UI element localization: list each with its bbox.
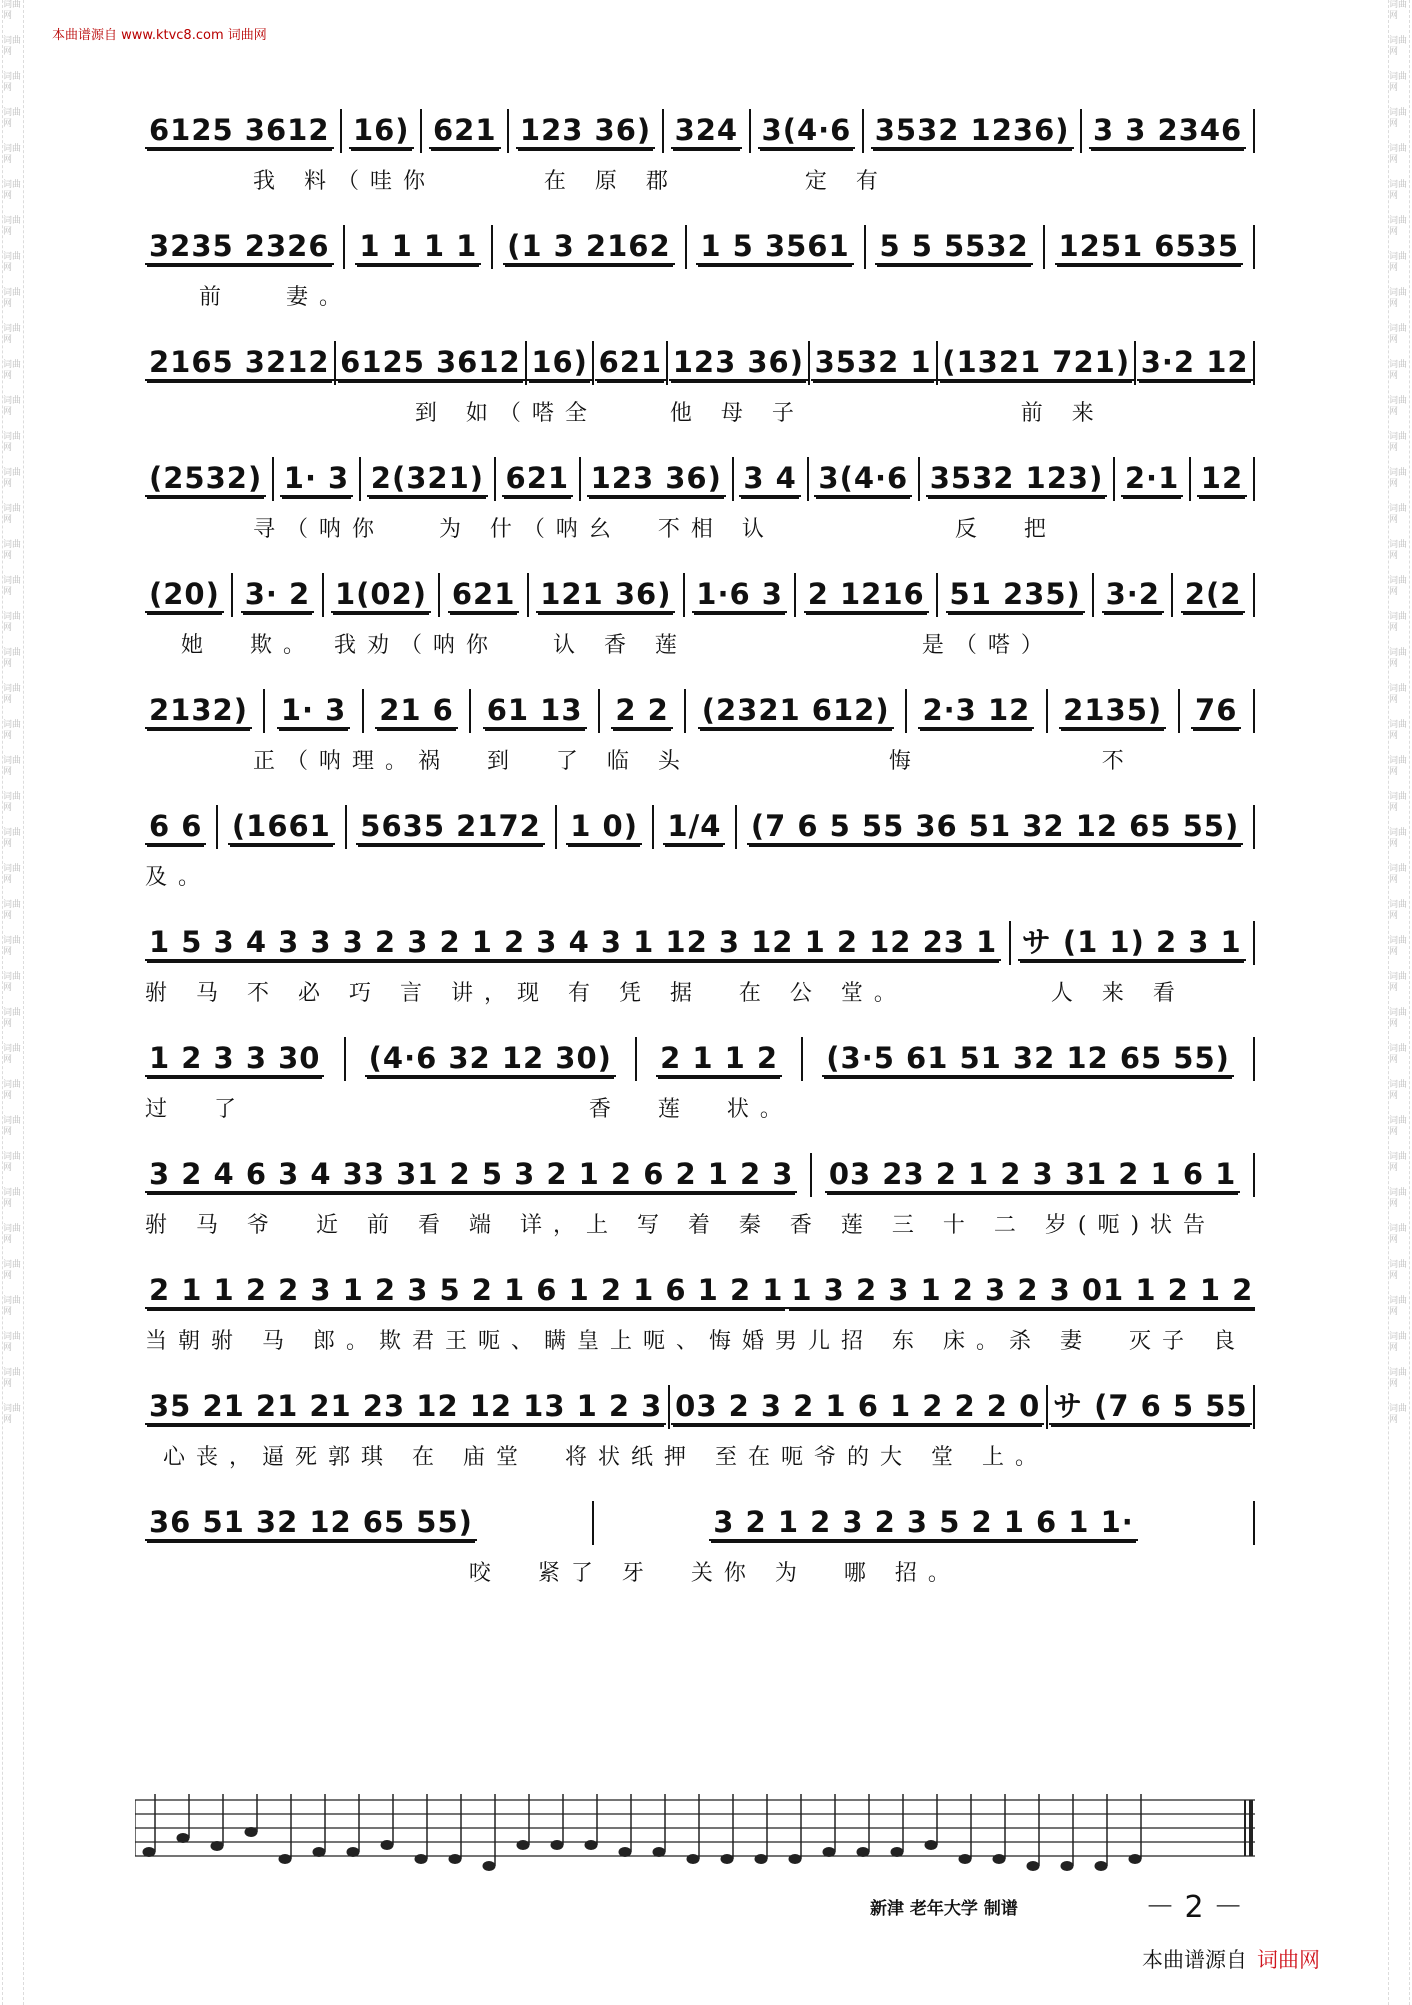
- bar-line: [507, 109, 509, 153]
- watermark-text: 词曲网: [1389, 180, 1408, 201]
- watermark-text: 词曲网: [3, 1044, 22, 1065]
- watermark-text: 词曲网: [3, 180, 22, 201]
- measure: 1 3 2 3 1 2 3 2 3 01 1 2 1 2: [787, 1273, 1255, 1309]
- watermark-text: 词曲网: [3, 720, 22, 741]
- measure: 1· 3: [280, 461, 353, 497]
- watermark-text: 词曲网: [3, 1296, 22, 1317]
- watermark-text: 词曲网: [1389, 1044, 1408, 1065]
- note-head: [687, 1855, 699, 1864]
- watermark-text: 词曲网: [3, 612, 22, 633]
- bar-line: [231, 573, 233, 617]
- watermark-text: 词曲网: [1389, 432, 1408, 453]
- notation-row: [145, 1144, 1255, 1206]
- measure: 21 6: [375, 693, 458, 729]
- bar-line: [862, 109, 864, 153]
- bar-line: [905, 689, 907, 733]
- watermark-text: 词曲网: [3, 1368, 22, 1389]
- bar-line: [1253, 341, 1255, 385]
- measure: 2(321): [367, 461, 488, 497]
- measure: 51 235): [946, 577, 1085, 613]
- bar-line: [801, 1037, 803, 1081]
- bar-line: [1171, 573, 1173, 617]
- bar-line: [794, 573, 796, 617]
- bar-line: [272, 457, 274, 501]
- watermark-text: 词曲网: [1389, 1368, 1408, 1389]
- measure: 3·2 12: [1137, 345, 1253, 381]
- bar-line: [1009, 921, 1011, 965]
- watermark-text: 词曲网: [3, 1116, 22, 1137]
- watermark-text: 词曲网: [3, 216, 22, 237]
- bar-line: [1080, 109, 1082, 153]
- bar-line: [1046, 1385, 1048, 1429]
- watermark-text: 词曲网: [1389, 612, 1408, 633]
- watermark-text: 词曲网: [3, 792, 22, 813]
- measure: (2532): [145, 461, 266, 497]
- watermark-text: 词曲网: [3, 828, 22, 849]
- measure: 3532 1: [811, 345, 936, 381]
- bar-line: [491, 225, 493, 269]
- lyric-row: 咬 紧了 牙 关你 为 哪 招。: [145, 1561, 961, 1586]
- bar-line: [735, 805, 737, 849]
- watermark-text: 词曲网: [1389, 1188, 1408, 1209]
- note-head: [857, 1848, 869, 1857]
- measure: 324: [671, 113, 743, 149]
- watermark-text: 词曲网: [3, 288, 22, 309]
- page-number: － 2 －: [1145, 1890, 1244, 1925]
- bar-line: [527, 573, 529, 617]
- lyric-row: 我 料（哇你 在 原 郡 定 有: [145, 169, 889, 194]
- note-head: [313, 1848, 325, 1857]
- bar-line: [668, 1385, 670, 1429]
- notation-row: [145, 912, 1255, 974]
- lyric-row: 驸 马 爷 近 前 看 端 详，上 写 着 秦 香 莲 三 十 二 岁(呃)状告: [145, 1213, 1217, 1238]
- bar-line: [344, 1037, 346, 1081]
- note-head: [347, 1848, 359, 1857]
- bar-line: [749, 109, 751, 153]
- measure: 2132): [145, 693, 252, 729]
- note-head: [449, 1855, 461, 1864]
- bar-line: [732, 457, 734, 501]
- measure: 1 1 1 1: [355, 229, 481, 265]
- watermark-text: 词曲网: [1389, 216, 1408, 237]
- notation-row: [145, 1492, 1255, 1554]
- lyric-row: 前 妻。: [145, 285, 352, 310]
- watermark-text: 词曲网: [3, 972, 22, 993]
- watermark-text: 词曲网: [3, 108, 22, 129]
- lyric-row: 到 如（嗒全 他 母 子 前 来: [145, 401, 1105, 426]
- watermark-text: 词曲网: [3, 1332, 22, 1353]
- staff-notation: [135, 1788, 1255, 1888]
- measure: 3(4·6: [814, 461, 912, 497]
- measure: 3·2: [1102, 577, 1164, 613]
- measure: 621: [595, 345, 667, 381]
- notation-row: [145, 680, 1255, 742]
- note-head: [1095, 1862, 1107, 1871]
- watermark-text: 词曲网: [1389, 576, 1408, 597]
- measure: 1 2 3 3 30: [145, 1041, 324, 1077]
- source-note-site: 词曲网: [1257, 1948, 1320, 1972]
- note-head: [143, 1848, 155, 1857]
- watermark-text: 词曲网: [1389, 108, 1408, 129]
- bar-line: [469, 689, 471, 733]
- watermark-text: 词曲网: [3, 756, 22, 777]
- watermark-text: 词曲网: [1389, 1116, 1408, 1137]
- measure: 123 36): [587, 461, 726, 497]
- source-note-prefix: 本曲谱源自: [1142, 1948, 1247, 1972]
- bar-line: [438, 573, 440, 617]
- measure: 3 2 4 6 3 4 33 31 2 5 3 2 1 2 6 2 1 2 3: [145, 1157, 797, 1193]
- measure: 12: [1197, 461, 1247, 497]
- watermark-text: 词曲网: [3, 648, 22, 669]
- measure: 621: [429, 113, 501, 149]
- measure: 2 2: [611, 693, 672, 729]
- note-head: [211, 1842, 223, 1851]
- bar-line: [1253, 1501, 1255, 1545]
- note-head: [721, 1855, 733, 1864]
- measure: 2·1: [1121, 461, 1183, 497]
- watermark-text: 词曲网: [1389, 1296, 1408, 1317]
- bar-line: [598, 689, 600, 733]
- lyric-row: 寻（呐你 为 什（呐幺 不相 认 反 把: [145, 517, 1057, 542]
- measure: (3·5 61 51 32 12 65 55): [822, 1041, 1234, 1077]
- bar-line: [216, 805, 218, 849]
- source-note: [1142, 1944, 1320, 1974]
- bar-line: [1253, 573, 1255, 617]
- note-head: [245, 1828, 257, 1837]
- watermark-text: 词曲网: [1389, 72, 1408, 93]
- measure: 3· 2: [241, 577, 314, 613]
- left-watermark-strip: [2, 0, 24, 2005]
- watermark-text: 词曲网: [3, 1152, 22, 1173]
- measure: 2 1 1 2: [656, 1041, 782, 1077]
- measure: 1 5 3 4 3 3 3 2 3 2 1 2 3 4 3 1 12 3 12 1 2 12 23 1: [145, 925, 1001, 961]
- note-head: [823, 1848, 835, 1857]
- measure: 5 5 5532: [875, 229, 1032, 265]
- notation-row: [145, 564, 1255, 626]
- bar-line: [420, 109, 422, 153]
- bar-line: [362, 689, 364, 733]
- measure: 2 1216: [804, 577, 929, 613]
- notation-row: [145, 1028, 1255, 1090]
- watermark-text: 词曲网: [3, 1080, 22, 1101]
- bar-line: [494, 457, 496, 501]
- measure: (1321 721): [938, 345, 1134, 381]
- notation-row: [145, 1376, 1255, 1438]
- measure: 3532 1236): [871, 113, 1074, 149]
- bar-line: [359, 457, 361, 501]
- bar-line: [635, 1037, 637, 1081]
- watermark-text: 词曲网: [1389, 288, 1408, 309]
- bar-line: [1113, 457, 1115, 501]
- bar-line: [936, 573, 938, 617]
- watermark-text: 词曲网: [3, 1260, 22, 1281]
- measure: 121 36): [536, 577, 675, 613]
- watermark-text: 词曲网: [1389, 504, 1408, 525]
- measure: 3532 123): [926, 461, 1108, 497]
- measure: 1/4: [663, 809, 725, 845]
- watermark-text: 词曲网: [3, 252, 22, 273]
- right-watermark-strip: [1388, 0, 1410, 2005]
- measure: 2(2: [1181, 577, 1246, 613]
- measure: 3(4·6: [758, 113, 856, 149]
- watermark-text: 词曲网: [1389, 1404, 1408, 1425]
- notation-row: [145, 216, 1255, 278]
- measure: 1·6 3: [692, 577, 787, 613]
- watermark-text: 词曲网: [3, 144, 22, 165]
- watermark-text: 词曲网: [3, 936, 22, 957]
- lyric-row: 正（呐理。祸 到 了 临 头 悔 不: [145, 749, 1135, 774]
- watermark-text: 词曲网: [3, 684, 22, 705]
- bar-line: [1189, 457, 1191, 501]
- watermark-text: 词曲网: [1389, 0, 1408, 21]
- bar-line: [685, 225, 687, 269]
- bar-line: [345, 805, 347, 849]
- bar-line: [810, 1153, 812, 1197]
- notation-row: [145, 796, 1255, 858]
- watermark-text: 词曲网: [3, 1224, 22, 1245]
- bar-line: [1092, 573, 1094, 617]
- note-head: [1129, 1855, 1141, 1864]
- watermark-text: 词曲网: [1389, 1260, 1408, 1281]
- measure: (4·6 32 12 30): [365, 1041, 616, 1077]
- watermark-text: 词曲网: [3, 36, 22, 57]
- watermark-text: 词曲网: [1389, 144, 1408, 165]
- bar-line: [807, 457, 809, 501]
- watermark-text: 词曲网: [3, 432, 22, 453]
- measure: 621: [448, 577, 520, 613]
- measure: (1661: [228, 809, 335, 845]
- watermark-text: 词曲网: [3, 468, 22, 489]
- watermark-text: 词曲网: [1389, 360, 1408, 381]
- watermark-text: 词曲网: [1389, 972, 1408, 993]
- watermark-text: 词曲网: [1389, 1080, 1408, 1101]
- measure: サ (7 6 5 55: [1049, 1389, 1252, 1425]
- footer-credit: 新津 老年大学 制谱: [870, 1899, 1018, 1919]
- measure: 1251 6535: [1055, 229, 1244, 265]
- measure: 123 36): [669, 345, 808, 381]
- watermark-text: 词曲网: [1389, 324, 1408, 345]
- measure: サ (1 1) 2 3 1: [1018, 925, 1246, 961]
- measure: 3235 2326: [145, 229, 334, 265]
- watermark-text: 词曲网: [1389, 468, 1408, 489]
- bar-line: [1043, 225, 1045, 269]
- note-head: [483, 1862, 495, 1871]
- watermark-text: 词曲网: [1389, 36, 1408, 57]
- measure: 1 5 3561: [696, 229, 853, 265]
- measure: 1· 3: [277, 693, 350, 729]
- watermark-text: 词曲网: [1389, 1152, 1408, 1173]
- lyric-row: 驸 马 不 必 巧 言 讲，现 有 凭 据 在 公 堂。 人 来 看: [145, 981, 1186, 1006]
- measure: 1 0): [566, 809, 642, 845]
- watermark-text: 词曲网: [1389, 720, 1408, 741]
- watermark-text: 词曲网: [1389, 792, 1408, 813]
- measure: (7 6 5 55 36 51 32 12 65 55): [747, 809, 1243, 845]
- bar-line: [579, 457, 581, 501]
- watermark-text: 词曲网: [3, 504, 22, 525]
- measure: 123 36): [516, 113, 655, 149]
- bar-line: [555, 805, 557, 849]
- bar-line: [1253, 1153, 1255, 1197]
- bar-line: [683, 573, 685, 617]
- watermark-text: 词曲网: [1389, 1332, 1408, 1353]
- note-head: [381, 1841, 393, 1850]
- note-head: [891, 1848, 903, 1857]
- watermark-text: 词曲网: [3, 396, 22, 417]
- watermark-text: 词曲网: [3, 324, 22, 345]
- note-head: [1027, 1862, 1039, 1871]
- bar-line: [1253, 689, 1255, 733]
- measure: 5635 2172: [356, 809, 545, 845]
- note-head: [415, 1855, 427, 1864]
- measure: 2165 3212: [145, 345, 334, 381]
- bar-line: [1253, 805, 1255, 849]
- lyric-row: 及。: [145, 865, 212, 890]
- measure: 3 4: [739, 461, 800, 497]
- lyric-row: 心丧，逼死郭琪 在 庙堂 将状纸押 至在呃爷的大 堂 上。: [145, 1445, 1048, 1470]
- watermark-text: 词曲网: [1389, 540, 1408, 561]
- measure: 35 21 21 21 23 12 12 13 1 2 3: [145, 1389, 666, 1425]
- bar-line: [1178, 689, 1180, 733]
- lyric-row: 她 欺。 我劝（呐你 认 香 莲 是（嗒）: [145, 633, 1054, 658]
- watermark-text: 词曲网: [3, 1404, 22, 1425]
- note-head: [585, 1841, 597, 1850]
- note-head: [653, 1848, 665, 1857]
- watermark-text: 词曲网: [3, 360, 22, 381]
- watermark-text: 词曲网: [3, 1188, 22, 1209]
- bar-line: [1253, 457, 1255, 501]
- measure: 6125 3612: [336, 345, 525, 381]
- measure: 3 3 2346: [1089, 113, 1246, 149]
- bar-line: [1253, 1385, 1255, 1429]
- watermark-text: 词曲网: [3, 1008, 22, 1029]
- bar-line: [340, 109, 342, 153]
- notation-row: [145, 332, 1255, 394]
- watermark-text: 词曲网: [1389, 756, 1408, 777]
- watermark-text: 词曲网: [3, 864, 22, 885]
- bar-line: [322, 573, 324, 617]
- bar-line: [1046, 689, 1048, 733]
- watermark-text: 词曲网: [1389, 900, 1408, 921]
- note-head: [925, 1841, 937, 1850]
- measure: 03 2 3 2 1 6 1 2 2 2 0: [671, 1389, 1044, 1425]
- lyric-row: 当朝驸 马 郎。欺君王呃、瞒皇上呃、悔婚男儿招 东 床。杀 妻 灭子 良: [145, 1329, 1246, 1354]
- measure: 6125 3612: [145, 113, 334, 149]
- note-head: [551, 1841, 563, 1850]
- note-head: [993, 1855, 1005, 1864]
- watermark-text: 词曲网: [3, 0, 22, 21]
- note-head: [177, 1834, 189, 1843]
- measure: 2 1 1 2 2 3 1 2 3 5 2 1 6 1 2 1 6 1 2 1: [145, 1273, 787, 1309]
- watermark-text: 词曲网: [1389, 828, 1408, 849]
- measure: 621: [502, 461, 574, 497]
- watermark-text: 词曲网: [1389, 864, 1408, 885]
- watermark-text: 词曲网: [1389, 1224, 1408, 1245]
- bar-line: [343, 225, 345, 269]
- measure: 2135): [1059, 693, 1166, 729]
- watermark-text: 词曲网: [1389, 396, 1408, 417]
- watermark-text: 词曲网: [3, 576, 22, 597]
- measure: 1(02): [331, 577, 431, 613]
- watermark-text: 词曲网: [3, 540, 22, 561]
- measure: 16): [349, 113, 414, 149]
- bar-line: [684, 689, 686, 733]
- lyric-row: 过 了 香 莲 状。: [145, 1097, 793, 1122]
- measure: (2321 612): [698, 693, 894, 729]
- watermark-text: 词曲网: [1389, 648, 1408, 669]
- notation-row: [145, 100, 1255, 162]
- note-head: [517, 1841, 529, 1850]
- measure: (1 3 2162: [503, 229, 675, 265]
- note-head: [1061, 1862, 1073, 1871]
- measure: 3 2 1 2 3 2 3 5 2 1 6 1 1·: [709, 1505, 1138, 1541]
- bar-line: [652, 805, 654, 849]
- bar-line: [1253, 1037, 1255, 1081]
- watermark-text: 词曲网: [3, 72, 22, 93]
- watermark-text: 词曲网: [1389, 1008, 1408, 1029]
- measure: (20): [145, 577, 224, 613]
- watermark-text: 词曲网: [1389, 684, 1408, 705]
- measure: 03 23 2 1 2 3 31 2 1 6 1: [825, 1157, 1240, 1193]
- note-head: [279, 1855, 291, 1864]
- watermark-text: 词曲网: [1389, 936, 1408, 957]
- bar-line: [864, 225, 866, 269]
- measure: 61 13: [483, 693, 587, 729]
- bar-line: [263, 689, 265, 733]
- note-head: [789, 1855, 801, 1864]
- watermark-text: 词曲网: [3, 900, 22, 921]
- bar-line: [1253, 921, 1255, 965]
- watermark-text: 词曲网: [1389, 252, 1408, 273]
- bar-line: [918, 457, 920, 501]
- notation-row: [145, 1260, 1255, 1322]
- bar-line: [592, 1501, 594, 1545]
- measure: 76: [1191, 693, 1241, 729]
- notation-row: [145, 448, 1255, 510]
- note-head: [959, 1855, 971, 1864]
- header-source-text: 本曲谱源自 www.ktvc8.com 词曲网: [52, 28, 267, 43]
- measure: 6 6: [145, 809, 206, 845]
- measure: 36 51 32 12 65 55): [145, 1505, 477, 1541]
- measure: 2·3 12: [918, 693, 1034, 729]
- bar-line: [1253, 225, 1255, 269]
- measure: 16): [527, 345, 592, 381]
- bar-line: [1253, 109, 1255, 153]
- note-head: [755, 1855, 767, 1864]
- note-head: [619, 1848, 631, 1857]
- bar-line: [662, 109, 664, 153]
